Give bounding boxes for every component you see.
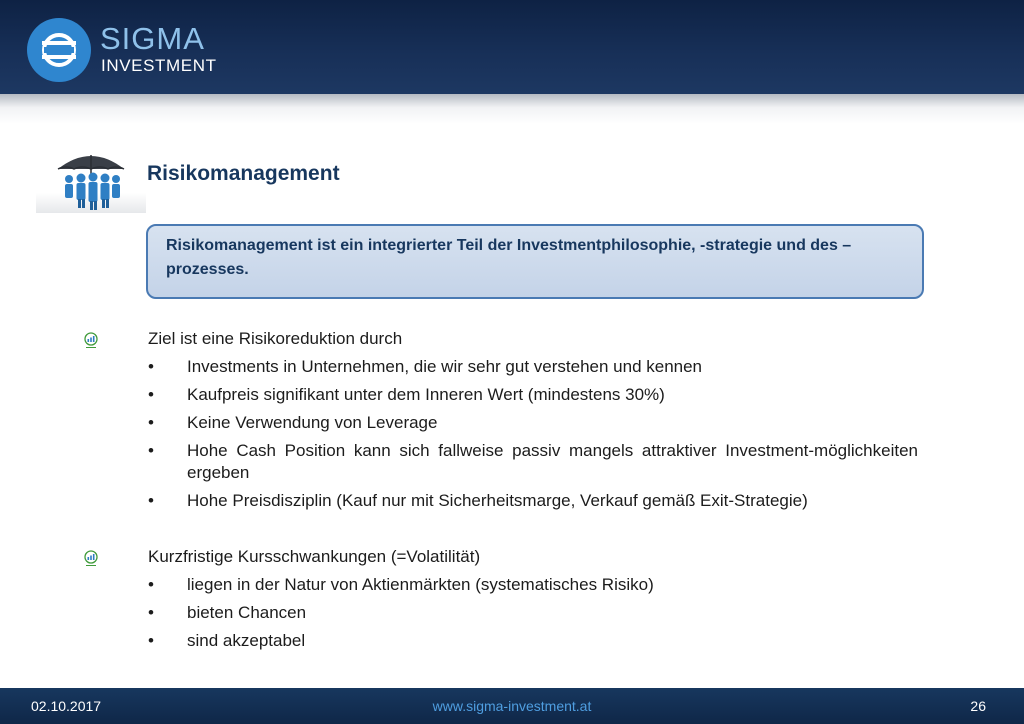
list-item-text: Hohe Cash Position kann sich fallweise passiv mangels attraktiver Investment-möglichkeiten ergeben [187, 441, 918, 482]
growth-chart-icon [82, 332, 100, 350]
list-item-text: Hohe Preisdisziplin (Kauf nur mit Sicherheitsmarge, Verkauf gemäß Exit-Strategie) [187, 491, 808, 510]
list-item [148, 412, 918, 434]
growth-chart-icon [82, 550, 100, 568]
list-item [148, 602, 918, 624]
section-title: Risikomanagement [147, 162, 340, 185]
footer-url[interactable]: www.sigma-investment.at [432, 698, 592, 714]
block-lead: Kurzfristige Kursschwankungen (=Volatilität) [148, 547, 481, 566]
list-item-text: Investments in Unternehmen, die wir sehr gut verstehen und kennen [187, 357, 703, 376]
list-item-text: liegen in der Natur von Aktienmärkten (systematisches Risiko) [187, 575, 654, 594]
bullet-marker: • [148, 441, 154, 460]
list-item-text: bieten Chancen [187, 603, 307, 622]
header-shadow [0, 94, 1024, 124]
list-item-text: Kaufpreis signifikant unter dem Inneren Wert (mindestens 30%) [187, 385, 665, 404]
footer-bar [0, 688, 1024, 724]
header-bar [0, 0, 1024, 94]
bullet-marker: • [148, 575, 154, 594]
list-item [148, 630, 918, 652]
list-item [148, 490, 918, 512]
bullet-marker: • [148, 491, 154, 510]
list-item [148, 384, 918, 406]
bullet-marker: • [148, 413, 154, 432]
bullet-marker: • [148, 385, 154, 404]
block-lead: Ziel ist eine Risikoreduktion durch [148, 329, 403, 348]
callout-box [146, 224, 924, 299]
list-item [148, 356, 918, 378]
bullet-list [148, 574, 918, 658]
sigma-logo-icon [27, 18, 91, 82]
bullet-list [148, 356, 918, 518]
list-item-text: Keine Verwendung von Leverage [187, 413, 438, 432]
list-item [148, 440, 918, 484]
brand-subtitle: INVESTMENT [101, 56, 217, 75]
umbrella-people-icon [36, 145, 146, 213]
list-item-text: sind akzeptabel [187, 631, 306, 650]
bullet-marker: • [148, 357, 154, 376]
list-item [148, 574, 918, 596]
bullet-marker: • [148, 603, 154, 622]
callout-text: Risikomanagement ist ein integrierter Teil der Investmentphilosophie, -strategie und des –prozesses. [166, 237, 852, 278]
brand-name: SIGMA [100, 21, 205, 56]
page-number: 26 [970, 698, 986, 714]
footer-date: 02.10.2017 [31, 698, 102, 714]
bullet-marker: • [148, 631, 154, 650]
